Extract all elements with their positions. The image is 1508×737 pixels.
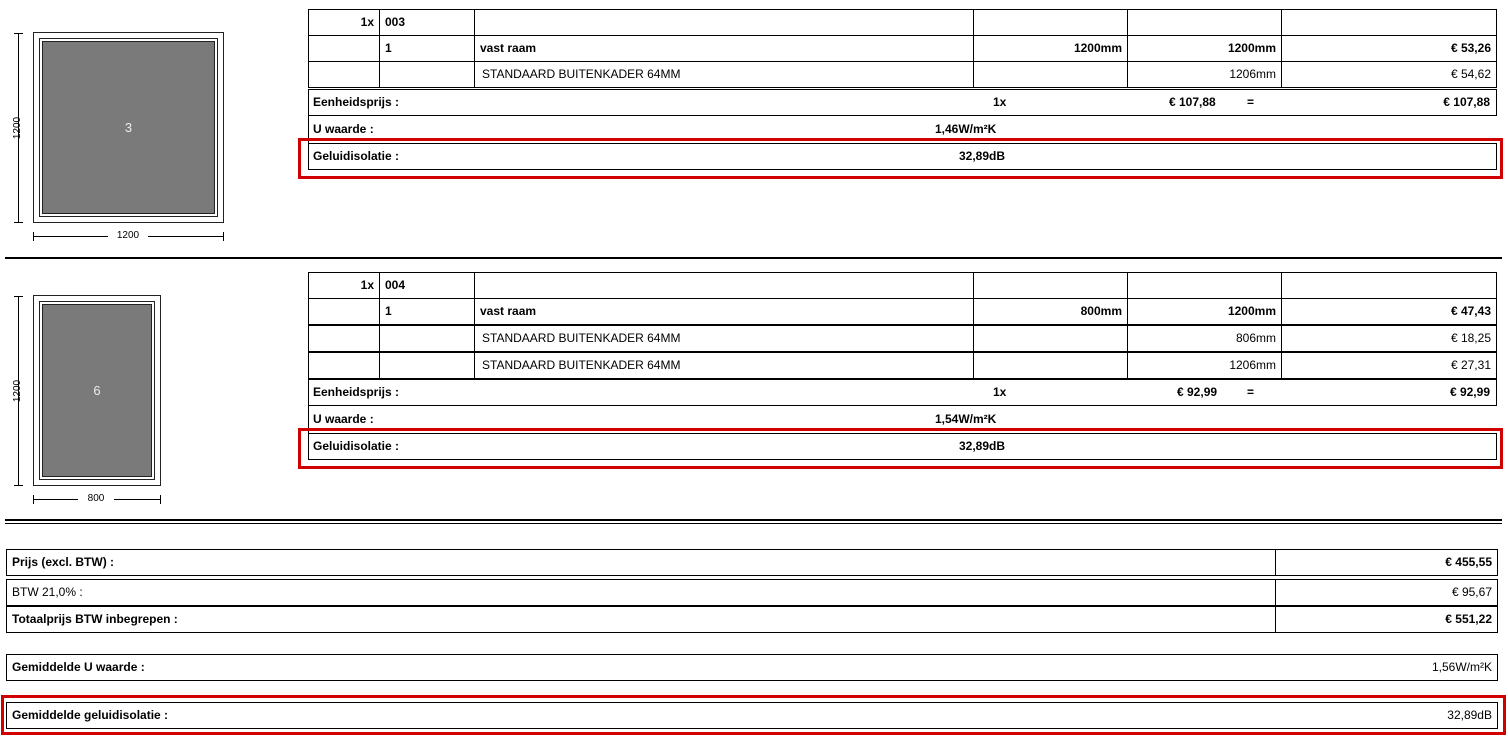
line-number xyxy=(379,325,475,352)
line-height: 1206mm xyxy=(1127,61,1282,88)
line-description: STANDAARD BUITENKADER 64MM xyxy=(474,61,974,88)
line-number xyxy=(379,61,475,88)
separator-line xyxy=(5,519,1502,521)
line-height: 1200mm xyxy=(1127,35,1282,62)
window-label: 3 xyxy=(124,120,133,135)
width-dimension-tick-left xyxy=(33,232,34,241)
line-number: 1 xyxy=(379,298,475,325)
highlight-box-avg-sound xyxy=(1,695,1506,735)
avg-sound-label: Gemiddelde geluidisolatie : xyxy=(12,708,169,722)
btw-label: BTW 21,0% : xyxy=(12,585,83,599)
width-dimension-label: 1200 xyxy=(108,230,148,241)
line-width: 800mm xyxy=(973,298,1128,325)
window-glass xyxy=(42,41,215,214)
highlight-box-sound-2 xyxy=(298,428,1503,469)
line-price: € 27,31 xyxy=(1281,352,1497,379)
height-dimension-tick-top xyxy=(14,33,23,34)
empty-cell xyxy=(308,35,380,62)
unit-price-equals: = xyxy=(1247,95,1255,109)
u-value-label: U waarde : xyxy=(313,412,374,426)
empty-cell xyxy=(308,325,380,352)
unit-price-label: Eenheidsprijs : xyxy=(313,385,400,399)
window-label: 6 xyxy=(93,383,101,398)
height-dimension-label: 1200 xyxy=(12,379,23,403)
line-number: 1 xyxy=(379,35,475,62)
separator-line-thin xyxy=(5,523,1502,524)
line-width xyxy=(973,352,1128,379)
empty-cell xyxy=(474,272,974,299)
empty-cell xyxy=(973,272,1128,299)
empty-cell xyxy=(308,352,380,379)
window-sash xyxy=(39,301,155,480)
height-dimension-tick-top xyxy=(14,296,23,297)
unit-price-total: € 107,88 xyxy=(1443,95,1490,109)
price-excl-row xyxy=(6,549,1498,576)
price-excl-value: € 455,55 xyxy=(1445,555,1492,569)
window-glass xyxy=(42,304,152,477)
empty-cell xyxy=(1127,9,1282,36)
line-price: € 53,26 xyxy=(1281,35,1497,62)
unit-price-qty: 1x xyxy=(993,95,1007,109)
unit-price-amount: € 107,88 xyxy=(1169,95,1216,109)
line-description: vast raam xyxy=(474,298,974,325)
line-number xyxy=(379,352,475,379)
empty-cell xyxy=(474,9,974,36)
empty-cell xyxy=(1127,272,1282,299)
btw-row xyxy=(6,579,1498,606)
unit-price-amount: € 92,99 xyxy=(1177,385,1218,399)
avg-u-value-value: 1,56W/m²K xyxy=(1431,660,1492,674)
unit-price-qty: 1x xyxy=(993,385,1007,399)
line-height: 1200mm xyxy=(1127,298,1282,325)
avg-u-value-row xyxy=(6,654,1498,681)
line-price: € 54,62 xyxy=(1281,61,1497,88)
window-frame xyxy=(33,32,224,223)
btw-value: € 95,67 xyxy=(1451,585,1492,599)
avg-sound-value: 32,89dB xyxy=(1447,708,1492,722)
column-divider xyxy=(1275,607,1276,632)
line-height: 1206mm xyxy=(1127,352,1282,379)
unit-price-total: € 92,99 xyxy=(1449,385,1490,399)
unit-price-equals: = xyxy=(1247,385,1255,399)
total-label: Totaalprijs BTW inbegrepen : xyxy=(12,612,178,626)
item-code: 003 xyxy=(379,9,475,36)
line-height: 806mm xyxy=(1127,325,1282,352)
price-excl-label: Prijs (excl. BTW) : xyxy=(12,555,115,569)
width-dimension-tick-left xyxy=(33,495,34,504)
width-dimension-label: 800 xyxy=(78,493,114,504)
sound-insulation-value: 32,89dB xyxy=(959,149,1006,163)
empty-cell xyxy=(973,9,1128,36)
window-frame xyxy=(33,295,161,486)
line-description: STANDAARD BUITENKADER 64MM xyxy=(474,325,974,352)
width-dimension-tick-right xyxy=(223,232,224,241)
window-sash xyxy=(39,38,218,217)
empty-cell xyxy=(308,298,380,325)
highlight-box-sound-1 xyxy=(298,138,1503,179)
column-divider xyxy=(1275,580,1276,605)
line-width: 1200mm xyxy=(973,35,1128,62)
line-width xyxy=(973,325,1128,352)
sound-insulation-value: 32,89dB xyxy=(959,439,1006,453)
u-value-label: U waarde : xyxy=(313,122,374,136)
avg-u-value-label: Gemiddelde U waarde : xyxy=(12,660,145,674)
height-dimension-label: 1200 xyxy=(12,116,23,140)
height-dimension-tick-bottom xyxy=(14,485,23,486)
line-description: STANDAARD BUITENKADER 64MM xyxy=(474,352,974,379)
separator-line xyxy=(5,257,1502,259)
height-dimension-tick-bottom xyxy=(14,222,23,223)
u-value-value: 1,54W/m²K xyxy=(935,412,997,426)
total-value: € 551,22 xyxy=(1445,612,1492,626)
empty-cell xyxy=(1281,9,1497,36)
line-width xyxy=(973,61,1128,88)
item-qty: 1x xyxy=(308,272,380,299)
sound-insulation-label: Geluidisolatie : xyxy=(313,439,400,453)
total-row xyxy=(6,606,1498,633)
item-code: 004 xyxy=(379,272,475,299)
line-price: € 18,25 xyxy=(1281,325,1497,352)
unit-price-row xyxy=(308,89,1497,116)
width-dimension-tick-right xyxy=(160,495,161,504)
empty-cell xyxy=(308,61,380,88)
item-qty: 1x xyxy=(308,9,380,36)
line-price: € 47,43 xyxy=(1281,298,1497,325)
unit-price-row xyxy=(308,379,1497,406)
unit-price-label: Eenheidsprijs : xyxy=(313,95,400,109)
u-value-value: 1,46W/m²K xyxy=(935,122,997,136)
sound-insulation-label: Geluidisolatie : xyxy=(313,149,400,163)
column-divider xyxy=(1275,550,1276,575)
line-description: vast raam xyxy=(474,35,974,62)
empty-cell xyxy=(1281,272,1497,299)
